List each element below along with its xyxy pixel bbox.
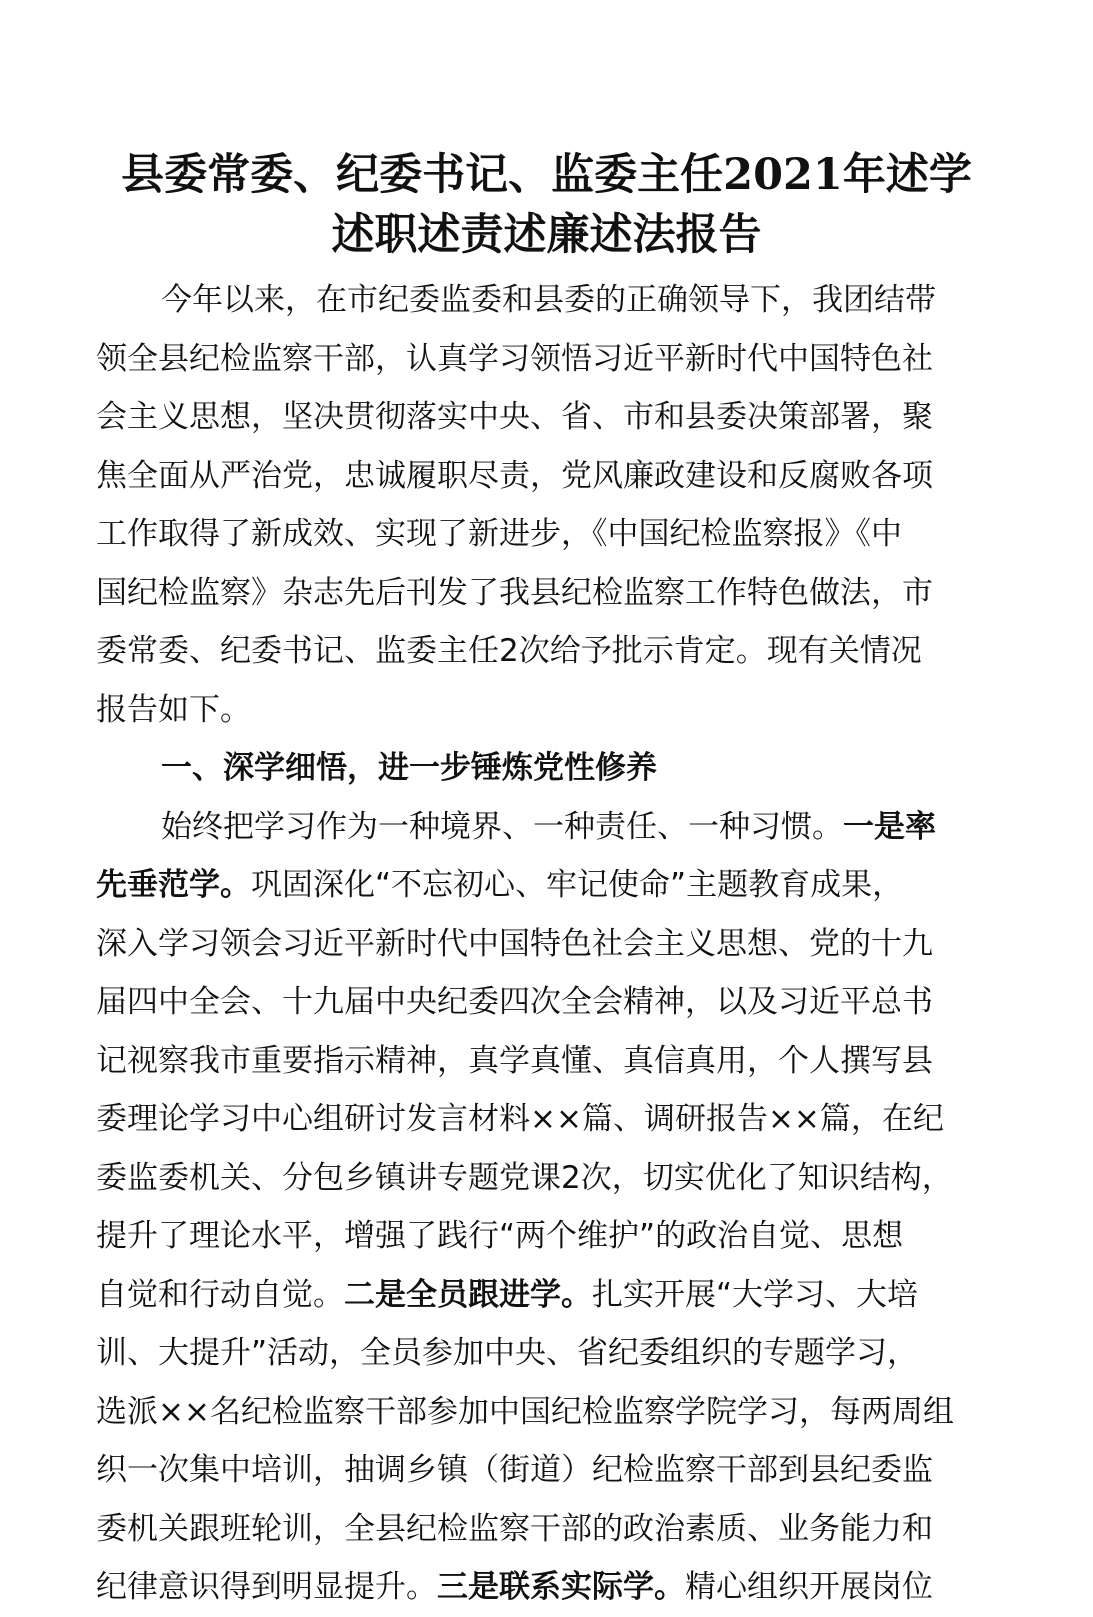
paragraph-line: 委监委机关、分包乡镇讲专题党课2次，切实优化了知识结构， xyxy=(96,1159,953,1196)
paragraph-line xyxy=(96,1266,1016,1325)
text-run: 巩固深化“不忘初心、牢记使命”主题教育成果， xyxy=(251,867,904,903)
bold-text-run: 三是联系实际学。 xyxy=(437,1569,685,1605)
paragraph-line: 委机关跟班轮训，全县纪检监察干部的政治素质、业务能力和 xyxy=(96,1510,933,1547)
bold-text-run: 二是全员跟进学。 xyxy=(344,1276,592,1313)
paragraph-line xyxy=(96,856,1016,915)
paragraph-line: 织一次集中培训，抽调乡镇（街道）纪检监察干部到县纪委监 xyxy=(96,1452,933,1488)
paragraph-line xyxy=(96,798,1016,857)
paragraph-line: 记视察我市重要指示精神，真学真懂、真信真用，个人撰写县 xyxy=(96,1042,933,1079)
document-body xyxy=(96,271,1016,1617)
paragraph-line: 国纪检监察》杂志先后刊发了我县纪检监察工作特色做法，市 xyxy=(96,574,933,611)
document-title-line-2: 述职述责述廉述法报告 xyxy=(331,210,762,260)
paragraph-line: 选派××名纪检监察干部参加中国纪检监察学院学习，每两周组 xyxy=(96,1393,954,1430)
paragraph-line: 提升了理论水平，增强了践行“两个维护”的政治自觉、思想 xyxy=(96,1218,904,1254)
text-run: 扎实开展“大学习、大培 xyxy=(592,1276,919,1313)
text-run: 纪律意识得到明显提升。 xyxy=(96,1569,437,1605)
paragraph-line: 焦全面从严治党，忠诚履职尽责，党风廉政建设和反腐败各项 xyxy=(96,457,933,494)
paragraph-line: 委常委、纪委书记、监委主任2次给予批示肯定。现有关情况 xyxy=(96,633,922,669)
text-run: 自觉和行动自觉。 xyxy=(96,1276,344,1313)
paragraph-line: 工作取得了新成效、实现了新进步，《中国纪检监察报》《中 xyxy=(96,516,902,552)
text-run: 精心组织开展岗位 xyxy=(685,1569,933,1605)
text-run: 始终把学习作为一种境界、一种责任、一种习惯。 xyxy=(161,808,843,845)
paragraph-line: 领全县纪检监察干部，认真学习领悟习近平新时代中国特色社 xyxy=(96,340,933,377)
bold-text-run: 先垂范学。 xyxy=(96,867,251,903)
section-heading: 一、深学细悟，进一步锤炼党性修养 xyxy=(161,750,657,786)
paragraph-line: 深入学习领会习近平新时代中国特色社会主义思想、党的十九 xyxy=(96,925,933,962)
paragraph-line xyxy=(96,1558,1016,1617)
paragraph-line: 委理论学习中心组研讨发言材料××篇、调研报告××篇，在纪 xyxy=(96,1101,944,1137)
paragraph-line: 届四中全会、十九届中央纪委四次全会精神，以及习近平总书 xyxy=(96,984,933,1020)
bold-text-run: 一是率 xyxy=(843,808,936,845)
paragraph-line: 今年以来，在市纪委监委和县委的正确领导下，我团结带 xyxy=(161,282,936,318)
paragraph-line: 训、大提升”活动，全员参加中央、省纪委组织的专题学习， xyxy=(96,1335,919,1371)
document-title-line-1: 县委常委、纪委书记、监委主任2021年述学 xyxy=(121,150,972,200)
paragraph-line: 报告如下。 xyxy=(96,691,251,728)
paragraph-line: 会主义思想，坚决贯彻落实中央、省、市和县委决策部署，聚 xyxy=(96,399,933,435)
